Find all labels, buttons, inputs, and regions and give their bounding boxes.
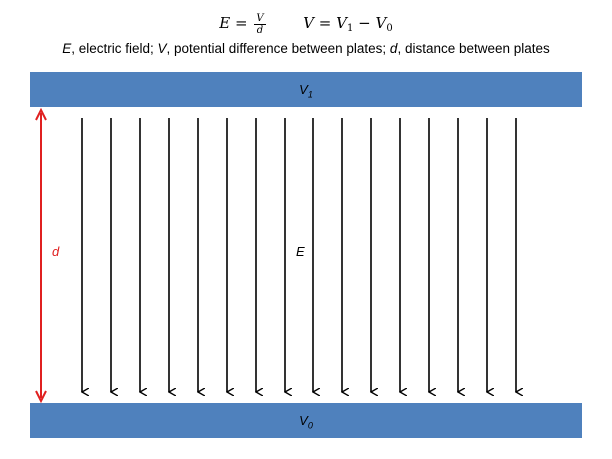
top-plate-label: $V_1$: [299, 82, 313, 100]
formula-v1: V: [336, 14, 347, 32]
distance-arrow: [36, 110, 46, 401]
distance-label: d: [52, 244, 60, 259]
caption-v-symbol: V: [157, 41, 167, 56]
formula-equals-1: =: [235, 14, 253, 32]
formula-equals-2: =: [318, 14, 337, 32]
formula-e: E: [219, 14, 231, 32]
fraction-numerator: V: [256, 12, 264, 24]
field-label: E: [296, 244, 305, 259]
caption-e-symbol: E: [62, 41, 72, 56]
caption-d-symbol: d: [389, 41, 398, 56]
fraction-denominator: d: [256, 24, 264, 36]
formula-v0-sub: 0: [386, 23, 393, 34]
bottom-plate-label: $V_0$: [299, 413, 313, 431]
caption-v-text: , potential difference between plates;: [166, 41, 390, 56]
formula-v0: V: [375, 14, 387, 32]
formula-minus: −: [358, 14, 371, 32]
formula-v: V: [303, 14, 314, 32]
caption-e-text: , electric field;: [71, 41, 158, 56]
formula-v1-sub: 1: [346, 23, 354, 34]
caption-d-text: , distance between plates: [397, 41, 550, 56]
